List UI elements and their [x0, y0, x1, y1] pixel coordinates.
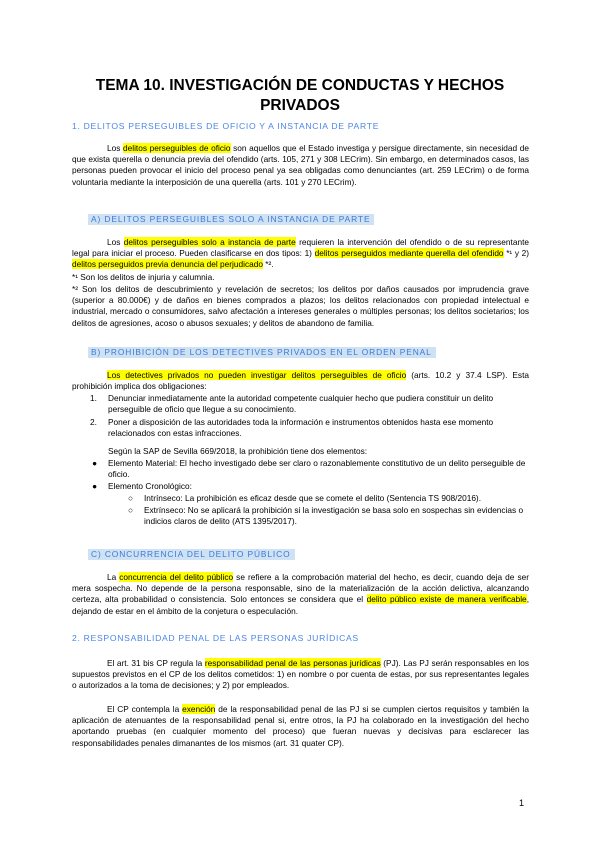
bullet: ○: [128, 493, 134, 503]
bullet: ○: [128, 505, 134, 515]
s1-paragraph-1: [72, 143, 529, 188]
list-number: 1.: [90, 393, 97, 403]
list-item: Poner a disposición de las autoridades toda la información e instrumentos obtenidos hasta ese momento relacionados con estas infracciones.: [108, 417, 494, 439]
subsection-b-heading: B) PROHIBICIÓN DE LOS DETECTIVES PRIVADOS EN EL ORDEN PENAL: [88, 347, 436, 358]
text-run: (PJ). Las PJ serán responsables en los supuestos previstos en el CP de los delitos cometidos: 1) en nombre o por cuenta de estas, por sus representantes legales o autorizados a la toma de decisiones; y 2) por empleados.: [72, 658, 529, 691]
highlight: exención: [182, 704, 216, 714]
sb-paragraph: [72, 370, 529, 392]
list-item: Elemento Cronológico:: [108, 481, 192, 491]
footnote-2: *² Son los delitos de descubrimiento y revelación de secretos; los delitos por daños causados por imprudencia grave (superior a 80.000€) y de daños en bienes comprados a plazos; los delitos relacionados con propiedad intelectual e industrial, mercado o consumidores, salvo afectación a intereses generales o múltiples personas; los delitos societarios; los delitos de agresiones, acoso o abusos sexuales; y delitos de abandono de familia.: [72, 284, 529, 328]
page-number: 1: [519, 798, 525, 808]
subsection-c-heading: C) CONCURRENCIA DEL DELITO PÚBLICO: [88, 549, 295, 560]
section-1-heading: 1. DELITOS PERSEGUIBLES DE OFICIO Y A INSTANCIA DE PARTE: [72, 121, 380, 131]
text-run: de la responsabilidad penal de las PJ si se cumplen ciertos requisitos y también la aplicación de atenuantes de la responsabilidad penal si, entre otros, la PJ ha colaborado en la investigación del hecho aportando pruebas (en cualquier momento del proceso) que fueran nuevas y decisivas para esclarecer las responsabilidades penales dimanantes de los mismos (art. 31 quater CP).: [72, 704, 529, 748]
list-item: Denunciar inmediatamente ante la autoridad competente cualquier hecho que pudiera constituir un delito perseguible de oficio que llegue a su conocimiento.: [108, 393, 494, 415]
text-run: (arts. 10.2 y 37.4 LSP). Esta prohibición implica dos obligaciones:: [72, 370, 529, 392]
sap-paragraph: Según la SAP de Sevilla 669/2018, la prohibición tiene dos elementos:: [108, 446, 368, 456]
sc-paragraph: [72, 572, 529, 617]
highlight: responsabilidad penal de las personas jurídicas: [204, 658, 381, 668]
footnote-1: *¹ Son los delitos de injuria y calumnia.: [72, 272, 215, 282]
text-run: El CP contempla la: [107, 704, 183, 714]
highlight: delitos perseguibles de oficio: [123, 143, 231, 153]
text-run: son aquellos que el Estado investiga y persigue directamente, sin necesidad de que exista querella o denuncia previa del ofendido (arts. 105, 271 y 308 LECrim). Sin embargo, en determinados casos, las personas pueden provocar el inicio del proceso penal ya sea obligadas como denunciantes (art. 259 LECrim) o de forma voluntaria mediante la interposición de una querella (arts. 101 y 270 LECrim).: [72, 143, 529, 187]
list-item: Extrínseco: No se aplicará la prohibición si la investigación se basa solo en sospechas sin evidencias o indicios claros de delito (ATS 1395/2017).: [144, 505, 524, 527]
section-2-heading: 2. RESPONSABILIDAD PENAL DE LAS PERSONAS JURÍDICAS: [72, 633, 359, 643]
list-item: Intrínseco: La prohibición es eficaz desde que se comete el delito (Sentencia TS 908/2016).: [144, 493, 482, 503]
highlight: delitos perseguidos previa denuncia del perjudicado: [72, 259, 263, 270]
sa-paragraph: [72, 237, 529, 271]
text-run: Los: [107, 237, 124, 247]
text-run: *².: [262, 259, 274, 270]
list-number: 2.: [90, 417, 97, 427]
subsection-a-heading: A) DELITOS PERSEGUIBLES SOLO A INSTANCIA DE PARTE: [88, 214, 374, 225]
text-run: La: [107, 572, 120, 582]
highlight: concurrencia del delito público: [119, 572, 234, 582]
highlight: delitos perseguibles solo a instancia de parte: [123, 237, 296, 247]
text-run: requieren la intervención del ofendido o de su representante legal para iniciar el proceso. Pueden clasificarse en dos tipos: 1): [72, 237, 529, 259]
text-run: *¹ y 2): [503, 248, 529, 259]
s2-paragraph-2: [72, 704, 529, 749]
list-item: Elemento Material: El hecho investigado debe ser claro o razonablemente constitutivo de un delito perseguible de oficio.: [108, 458, 526, 480]
highlight: delito público existe de manera verificable: [366, 594, 527, 605]
s2-paragraph-1: [72, 658, 529, 692]
highlight: delitos perseguidos mediante querella del ofendido: [314, 248, 504, 259]
text-run: El art. 31 bis CP regula la: [107, 658, 205, 668]
text-run: Los: [107, 143, 123, 153]
bullet: ●: [92, 458, 98, 468]
page-title: TEMA 10. INVESTIGACIÓN DE CONDUCTAS Y HECHOS PRIVADOS: [95, 77, 505, 114]
highlight: Los detectives privados no pueden investigar delitos perseguibles de oficio: [107, 370, 407, 380]
text-run: se refiere a la comprobación material del hecho, es decir, cuando deja de ser mera sospecha. No depende de la persona responsable, sino de la materialización de la acción delictiva, alcanzando certeza, alta probabilidad o consistencia. Solo entonces se considera que el: [72, 572, 529, 605]
text-run: , dejando de estar en el ámbito de la conjetura o especulación.: [72, 594, 529, 616]
bullet: ●: [92, 481, 98, 491]
